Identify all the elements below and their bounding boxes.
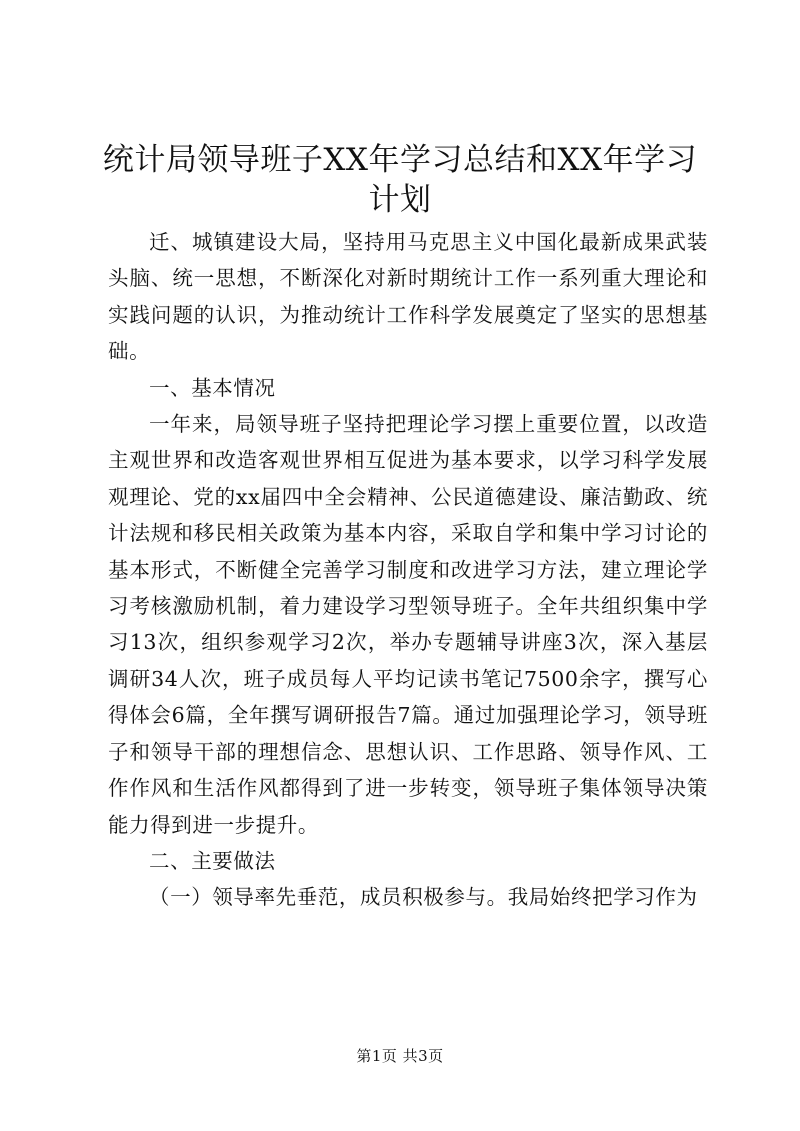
page-number-footer: 第1页 共3页 — [356, 1047, 444, 1065]
paragraph-intro: 迁、城镇建设大局，坚持用马克思主义中国化最新成果武装头脑、统一思想，不断深化对新时期统计工作一系列重大理论和实践问题的认识，为推动统计工作科学发展奠定了坚实的思想基础。 — [108, 230, 708, 364]
paragraph-basic-situation: 一年来，局领导班子坚持把理论学习摆上重要位置，以改造主观世界和改造客观世界相互促进为基本要求，以学习科学发展观理论、党的xx届四中全会精神、公民道德建设、廉洁勤政、统计法规和移民相关政策为基本内容，采取自学和集中学习讨论的基本形式，不断健全完善学习制度和改进学习方法，建立理论学习考核激励机制，着力建设学习型领导班子。全年共组织集中学习13次，组织参观学习2次，举办专题辅导讲座3次，深入基层调研34人次，班子成员每人平均记读书笔记7500余字，撰写心得体会6篇，全年撰写调研报告7篇。通过加强理论学习，领导班子和领导干部的理想信念、思想认识、工作思路、领导作风、工作作风和生活作风都得到了进一步转变，领导班子集体领导决策能力得到进一步提升。 — [108, 412, 708, 837]
document-title: 统计局领导班子XX年学习总结和XX年学习计划 — [102, 142, 698, 218]
section-heading-basic-situation: 一、基本情况 — [149, 375, 276, 400]
document-body — [108, 224, 708, 916]
paragraph-leadership-example: （一）领导率先垂范，成员积极参与。我局始终把学习作为 — [149, 885, 698, 910]
section-heading-main-practices: 二、主要做法 — [149, 848, 276, 873]
